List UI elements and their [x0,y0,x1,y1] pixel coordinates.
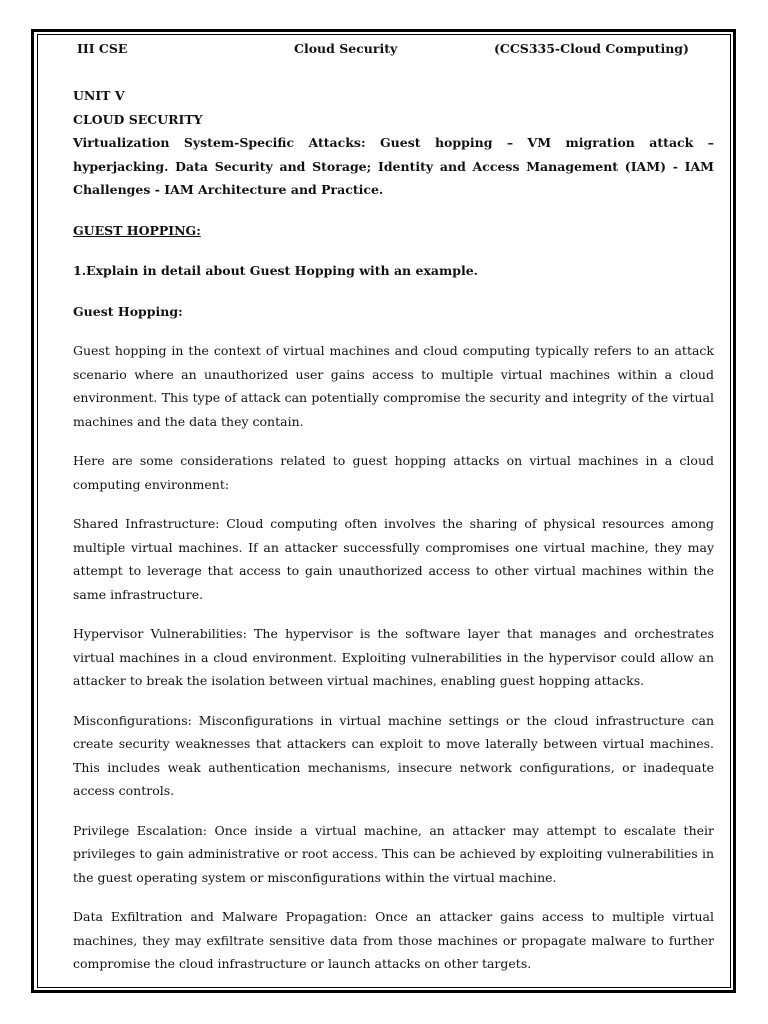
unit-number: UNIT V [73,88,125,103]
question-text: 1.Explain in detail about Guest Hopping with an example. [73,263,479,278]
paragraph-misconfigurations: Misconfigurations: Misconfigurations in virtual machine settings or the cloud infrastructure can create security weaknesses that attackers can exploit to move laterally between virtual machines. This includes weak authentication mechanisms, insecure network configurations, or inadequate access controls. [73,712,714,798]
paragraph-shared-infrastructure: Shared Infrastructure: Cloud computing often involves the sharing of physical resources among multiple virtual machines. If an attacker successfully compromises one virtual machine, they may attempt to leverage that access to gain unauthorized access to other virtual machines within the same infrastructure. [73,516,714,602]
document-body [73,84,714,976]
paragraph-data-exfiltration: Data Exfiltration and Malware Propagation: Once an attacker gains access to multiple virtual machines, they may exfiltrate sensitive data from those machines or propagate malware to further compromise the cloud infrastructure or launch attacks on other targets. [73,909,714,971]
syllabus-text: Virtualization System-Specific Attacks: Guest hopping – VM migration attack – hyperjacking. Data Security and Storage; Identity and Access Management (IAM) - IAM Challenges - IAM Architecture and Practice. [73,135,714,197]
unit-title: CLOUD SECURITY [73,111,203,127]
paragraph-intro: Guest hopping in the context of virtual machines and cloud computing typically refers to an attack scenario where an unauthorized user gains access to multiple virtual machines within a cloud environment. This type of attack can potentially compromise the security and integrity of the virtual machines and the data they contain. [73,343,714,429]
subheading: Guest Hopping: [73,303,183,319]
header-class: III CSE [77,41,128,56]
paragraph-privilege-escalation: Privilege Escalation: Once inside a virtual machine, an attacker may attempt to escalate their privileges to gain administrative or root access. This can be achieved by exploiting vulnerabilities in the guest operating system or misconfigurations within the virtual machine. [73,822,714,885]
header-subject: Cloud Security [294,41,398,56]
section-heading: GUEST HOPPING: [73,222,201,238]
header-course-code: (CCS335-Cloud Computing) [494,41,689,56]
page-header [0,41,768,61]
paragraph-considerations: Here are some considerations related to guest hopping attacks on virtual machines in a cloud computing environment: [73,453,714,492]
paragraph-hypervisor-vulnerabilities: Hypervisor Vulnerabilities: The hypervisor is the software layer that manages and orchestrates virtual machines in a cloud environment. Exploiting vulnerabilities in the hypervisor could allow an attacker to break the isolation between virtual machines, enabling guest hopping attacks. [73,626,714,688]
